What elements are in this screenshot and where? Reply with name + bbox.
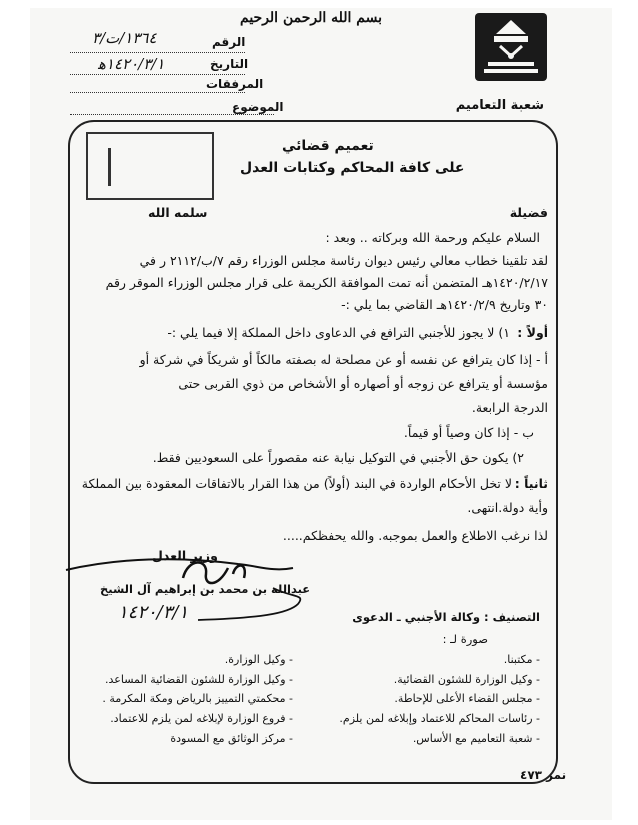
item-a-line: الدرجة الرابعة. (471, 400, 548, 415)
circular-subtitle: على كافة المحاكم وكتابات العدل (240, 160, 465, 176)
number-label: الرقم (212, 35, 246, 49)
document-number-label: نمر (546, 768, 567, 782)
copy-recipient: - وكيل الوزارة للشئون القضائية. (393, 673, 540, 686)
stamp-mark (108, 148, 111, 186)
greeting: السلام عليكم ورحمة الله وبركاته .. وبعد : (325, 230, 540, 245)
attachments-line (70, 92, 245, 93)
salutation-right: فضيلة (509, 205, 548, 220)
number-line (70, 52, 245, 53)
closing-line: لذا نرغب الاطلاع والعمل بموجبه. والله يحفظكم..... (282, 528, 548, 543)
circular-title: تعميم قضائي (282, 138, 374, 154)
copy-recipient: - محكمتي التمييز بالرياض ومكة المكرمة . (102, 692, 293, 705)
department-label: شعبة التعاميم (455, 98, 544, 113)
signatory-name: عبدالله بن محمد بن إبراهيم آل الشيخ (100, 582, 311, 596)
document-number (520, 768, 566, 782)
copy-recipient: - مجلس القضاء الأعلى للإحاطة. (394, 692, 540, 705)
copy-recipient: - وكيل الوزارة للشئون القضائية المساعد. (105, 673, 293, 686)
paragraph-line: لقد تلقينا خطاب معالي رئيس ديوان رئاسة مجلس الوزراء رقم ٧/ب/٢١١٢ ر في (139, 253, 548, 268)
copy-recipient: - شعبة التعاميم مع الأساس. (412, 732, 540, 745)
number-value: ١٣٦٤/ت/٣ (92, 29, 157, 47)
signatory-title: وزير العدل (152, 548, 218, 563)
item-b: ب - إذا كان وصياً أو قيماً. (403, 425, 534, 440)
second-clause-line: وأية دولة.انتهى. (467, 500, 548, 515)
copies-heading: صورة لـ : (442, 632, 488, 646)
paragraph-line: ٣٠ وتاريخ ١٤٢٠/٢/٩هـ القاضي بما يلي :- (341, 297, 548, 312)
basmala: بسم الله الرحمن الرحيم (240, 10, 382, 26)
copy-recipient: - رئاسات المحاكم للاعتماد وإبلاغه لمن يلزم. (339, 712, 540, 725)
copy-recipient: - وكيل الوزارة. (224, 653, 293, 666)
subject-label: الموضوع (232, 100, 284, 114)
ministry-logo (474, 12, 548, 82)
item-a-line: أ - إذا كان يترافع عن نفسه أو عن مصلحة له بصفته مالكاً أو شريكاً في شركة أو (139, 352, 548, 367)
copy-recipient: - مكتبنا. (503, 653, 540, 666)
second-clause-line: لا تخل الأحكام الواردة في البند (أولاً) من هذا القرار بالاتفاقات المعقودة بين المملكة (81, 476, 512, 491)
classification: التصنيف : وكالة الأجنبي ـ الدعوى (352, 610, 540, 624)
document-number-value: ٤٧٣ (520, 768, 542, 782)
date-value: ١٤٢٠/٣/١ﻫ (98, 55, 165, 73)
stamp-box (86, 132, 214, 200)
copy-recipient: - فروع الوزارة لإبلاغه لمن يلزم للاعتماد. (110, 712, 293, 725)
first-clause: ١) لا يجوز للأجنبي الترافع في الدعاوى داخل المملكة إلا فيما يلي :- (167, 325, 510, 340)
subject-line (70, 114, 274, 115)
copy-recipient: - مركز الوثائق مع المسودة (170, 732, 293, 745)
salutation-left: سلمه الله (148, 205, 208, 220)
item-2: ٢) يكون حق الأجنبي في التوكيل نيابة عنه مقصوراً على السعوديين فقط. (152, 450, 524, 465)
first-label: أولاً : (517, 325, 548, 340)
paragraph-line: ١٤٢٠/٢/١٧هـ المتضمن أنه تمت الموافقة الكريمة على قرار مجلس الوزراء الموقر رقم (105, 275, 548, 290)
date-label: التاريخ (210, 57, 249, 71)
second-label: ثانياً : (514, 476, 548, 491)
handwritten-date: ١٤٢٠/٣/١ (118, 602, 189, 623)
attachments-label: المرفقات (206, 77, 264, 91)
date-line (70, 74, 245, 75)
item-a-line: مؤسسة أو يترافع عن زوجه أو أصهاره أو الأشخاص من ذوي القربى حتى (178, 376, 548, 391)
